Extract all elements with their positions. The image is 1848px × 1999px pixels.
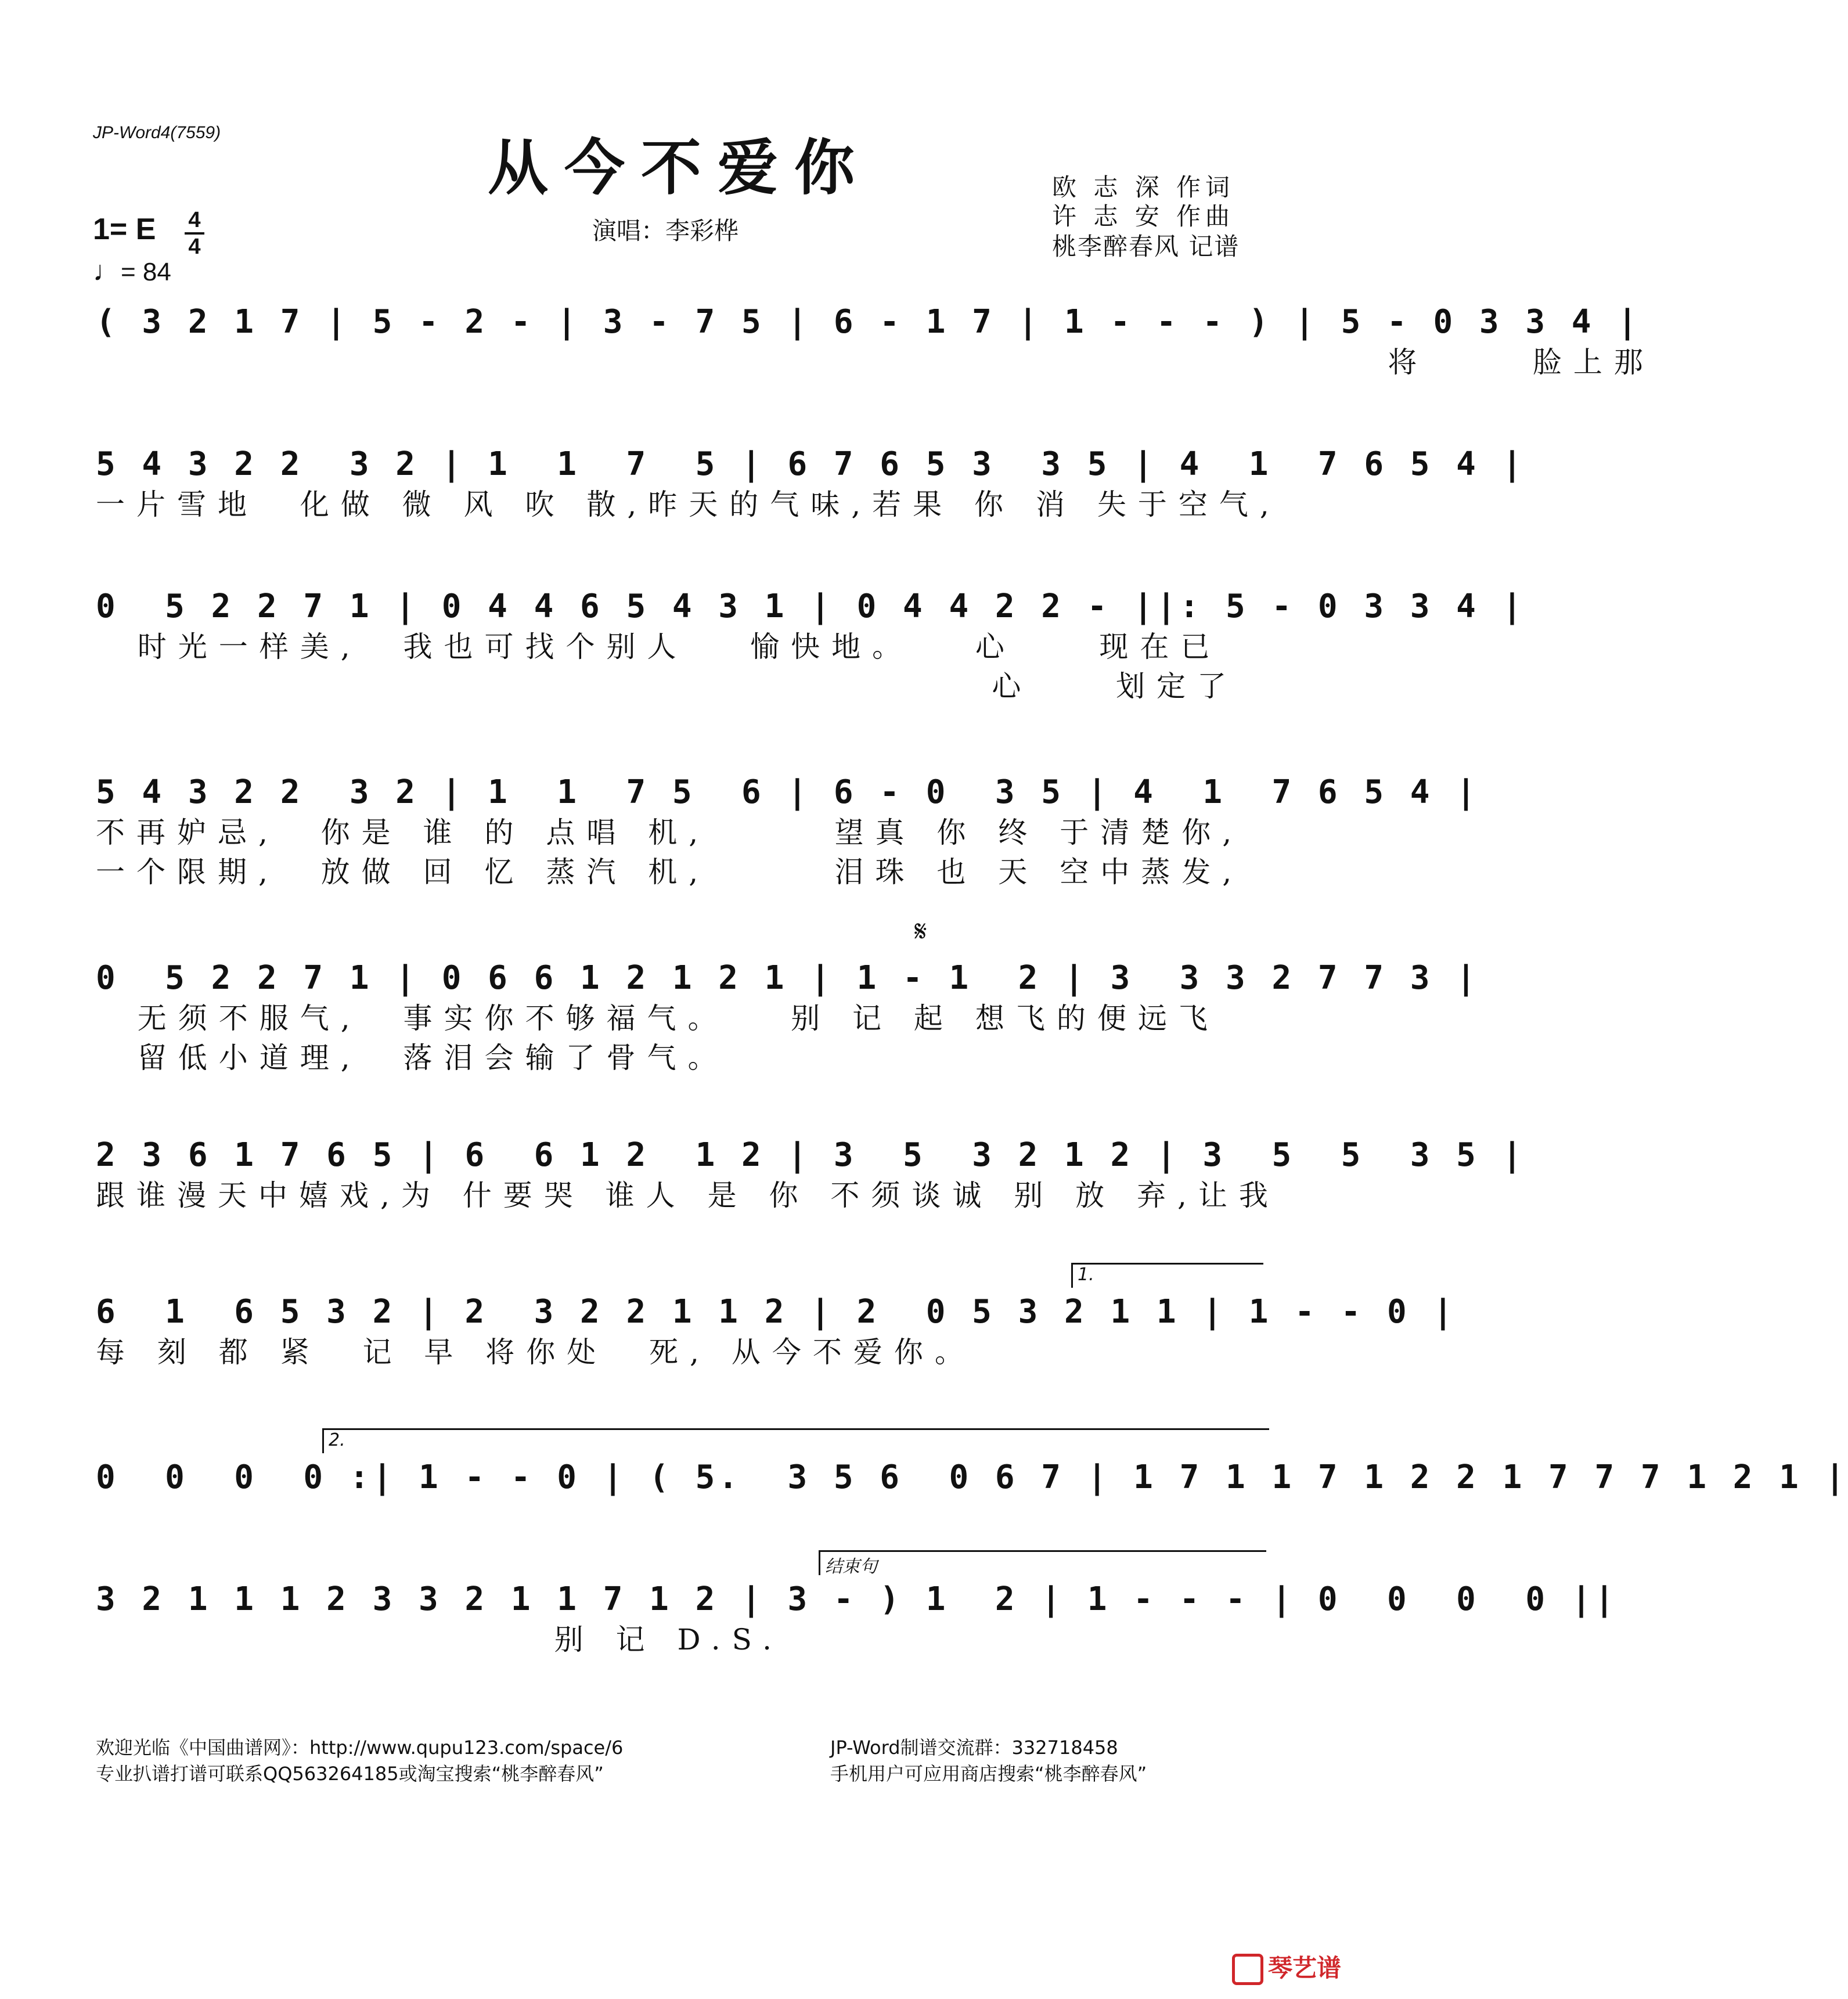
system-2 <box>96 444 1526 524</box>
song-title: 从今不爱你 <box>487 132 871 203</box>
notation-line: 2 3 6 1 7 6 5 | 6 6 1 2 1 2 | 3 5 3 2 1 2 | 3 5 5 3 5 | <box>96 1136 1526 1174</box>
quarter-note-icon: ♩ <box>93 256 121 287</box>
system-7 <box>96 1292 1457 1372</box>
singer-credit: 演唱：李彩桦 <box>592 217 739 245</box>
footer-app: 手机用户可应用商店搜索“桃李醉春风” <box>830 1763 1147 1785</box>
composer-credit: 许 志 安 作曲 <box>1052 202 1235 230</box>
first-ending-bracket: 1. <box>1071 1263 1263 1288</box>
lyric-line: 别 记 D.S. <box>96 1623 784 1656</box>
notation-line: 6 1 6 5 3 2 | 2 3 2 2 1 1 2 | 2 0 5 3 2 1 1 | 1 - - 0 | <box>96 1293 1457 1331</box>
lyric-line-verse1: 无须不服气, 事实你不够福气。 别 记 起 想飞的便远飞 <box>96 1002 1219 1035</box>
notation-line: 3 2 1 1 1 2 3 3 2 1 1 7 1 2 | 3 - ) 1 2 | 1 - - - | 0 0 0 0 || <box>96 1580 1618 1618</box>
lyric-line: 将 脸上那 <box>96 345 1655 379</box>
time-top: 4 <box>188 208 201 232</box>
system-6 <box>96 1135 1526 1215</box>
lyric-line: 每 刻 都 紧 记 早 将你处 死, 从今不爱你。 <box>96 1335 975 1369</box>
notation-line: 0 0 0 0 :| 1 - - 0 | ( 5. 3 5 6 0 6 7 | 1 7 1 1 7 1 2 2 1 7 7 7 1 2 1 | <box>96 1458 1848 1496</box>
lyric-line-verse2: 留低小道理, 落泪会输了骨气。 <box>96 1041 729 1075</box>
notation-line: ( 3 2 1 7 | 5 - 2 - | 3 - 7 5 | 6 - 1 7 | 1 - - - ) | 5 - 0 3 3 4 | <box>96 303 1641 341</box>
notation-line: 5 4 3 2 2 3 2 | 1 1 7 5 6 | 6 - 0 3 5 | 4 1 7 6 5 4 | <box>96 773 1479 811</box>
notation-line: 0 5 2 2 7 1 | 0 6 6 1 2 1 2 1 | 1 - 1 2 | 3 3 3 2 7 7 3 | <box>96 959 1479 997</box>
system-8 <box>96 1457 1848 1498</box>
segno-icon: 𝄋 <box>914 914 927 948</box>
watermark <box>1232 1949 1341 1986</box>
time-bottom: 4 <box>188 235 201 259</box>
lyric-line-verse1: 不再妒忌, 你是 谁 的 点唱 机, 望真 你 终 于清楚你, <box>96 816 1244 849</box>
notation-line: 5 4 3 2 2 3 2 | 1 1 7 5 | 6 7 6 5 3 3 5 | 4 1 7 6 5 4 | <box>96 445 1526 483</box>
transcriber-credit: 桃李醉春风 记谱 <box>1052 232 1240 261</box>
lyricist-credit: 欧 志 深 作词 <box>1052 173 1235 201</box>
footer-contact: 专业扒谱打谱可联系QQ563264185或淘宝搜索“桃李醉春风” <box>96 1763 604 1785</box>
footer-website: 欢迎光临《中国曲谱网》：http://www.qupu123.com/space/6 <box>96 1737 624 1759</box>
watermark-text: 琴艺谱 <box>1267 1953 1341 1982</box>
lyric-line: 跟谁漫天中嬉戏,为 什要哭 谁人 是 你 不须谈诚 别 放 弃,让我 <box>96 1179 1280 1212</box>
tempo-value: = 84 <box>121 258 171 286</box>
lyric-line-verse2: 一个限期, 放做 回 忆 蒸汽 机, 泪珠 也 天 空中蒸发, <box>96 855 1244 889</box>
system-9 <box>96 1579 1618 1659</box>
tempo-marking <box>93 255 171 287</box>
lyric-line-verse1: 时光一样美, 我也可找个别人 愉快地。 心 现在已 <box>96 630 1222 664</box>
footer-group: JP-Word制谱交流群：332718458 <box>830 1737 1118 1759</box>
software-label: JP-Word4(7559) <box>93 123 221 142</box>
system-1 <box>96 302 1655 382</box>
system-3 <box>96 586 1526 706</box>
lyric-line-verse2: 心 划定了 <box>96 669 1238 703</box>
system-4 <box>96 772 1479 892</box>
key-signature: 1= E <box>93 212 156 246</box>
ending-phrase-bracket: 结束句 <box>819 1550 1266 1575</box>
lyric-line: 一片雪地 化做 微 风 吹 散,昨天的气味,若果 你 消 失于空气, <box>96 488 1281 521</box>
second-ending-bracket: 2. <box>322 1428 1269 1453</box>
time-signature <box>185 209 204 258</box>
system-5 <box>96 958 1479 1078</box>
notation-line: 0 5 2 2 7 1 | 0 4 4 6 5 4 3 1 | 0 4 4 2 2 - ||: 5 - 0 3 3 4 | <box>96 588 1526 625</box>
qinyipu-logo-icon <box>1232 1954 1263 1985</box>
